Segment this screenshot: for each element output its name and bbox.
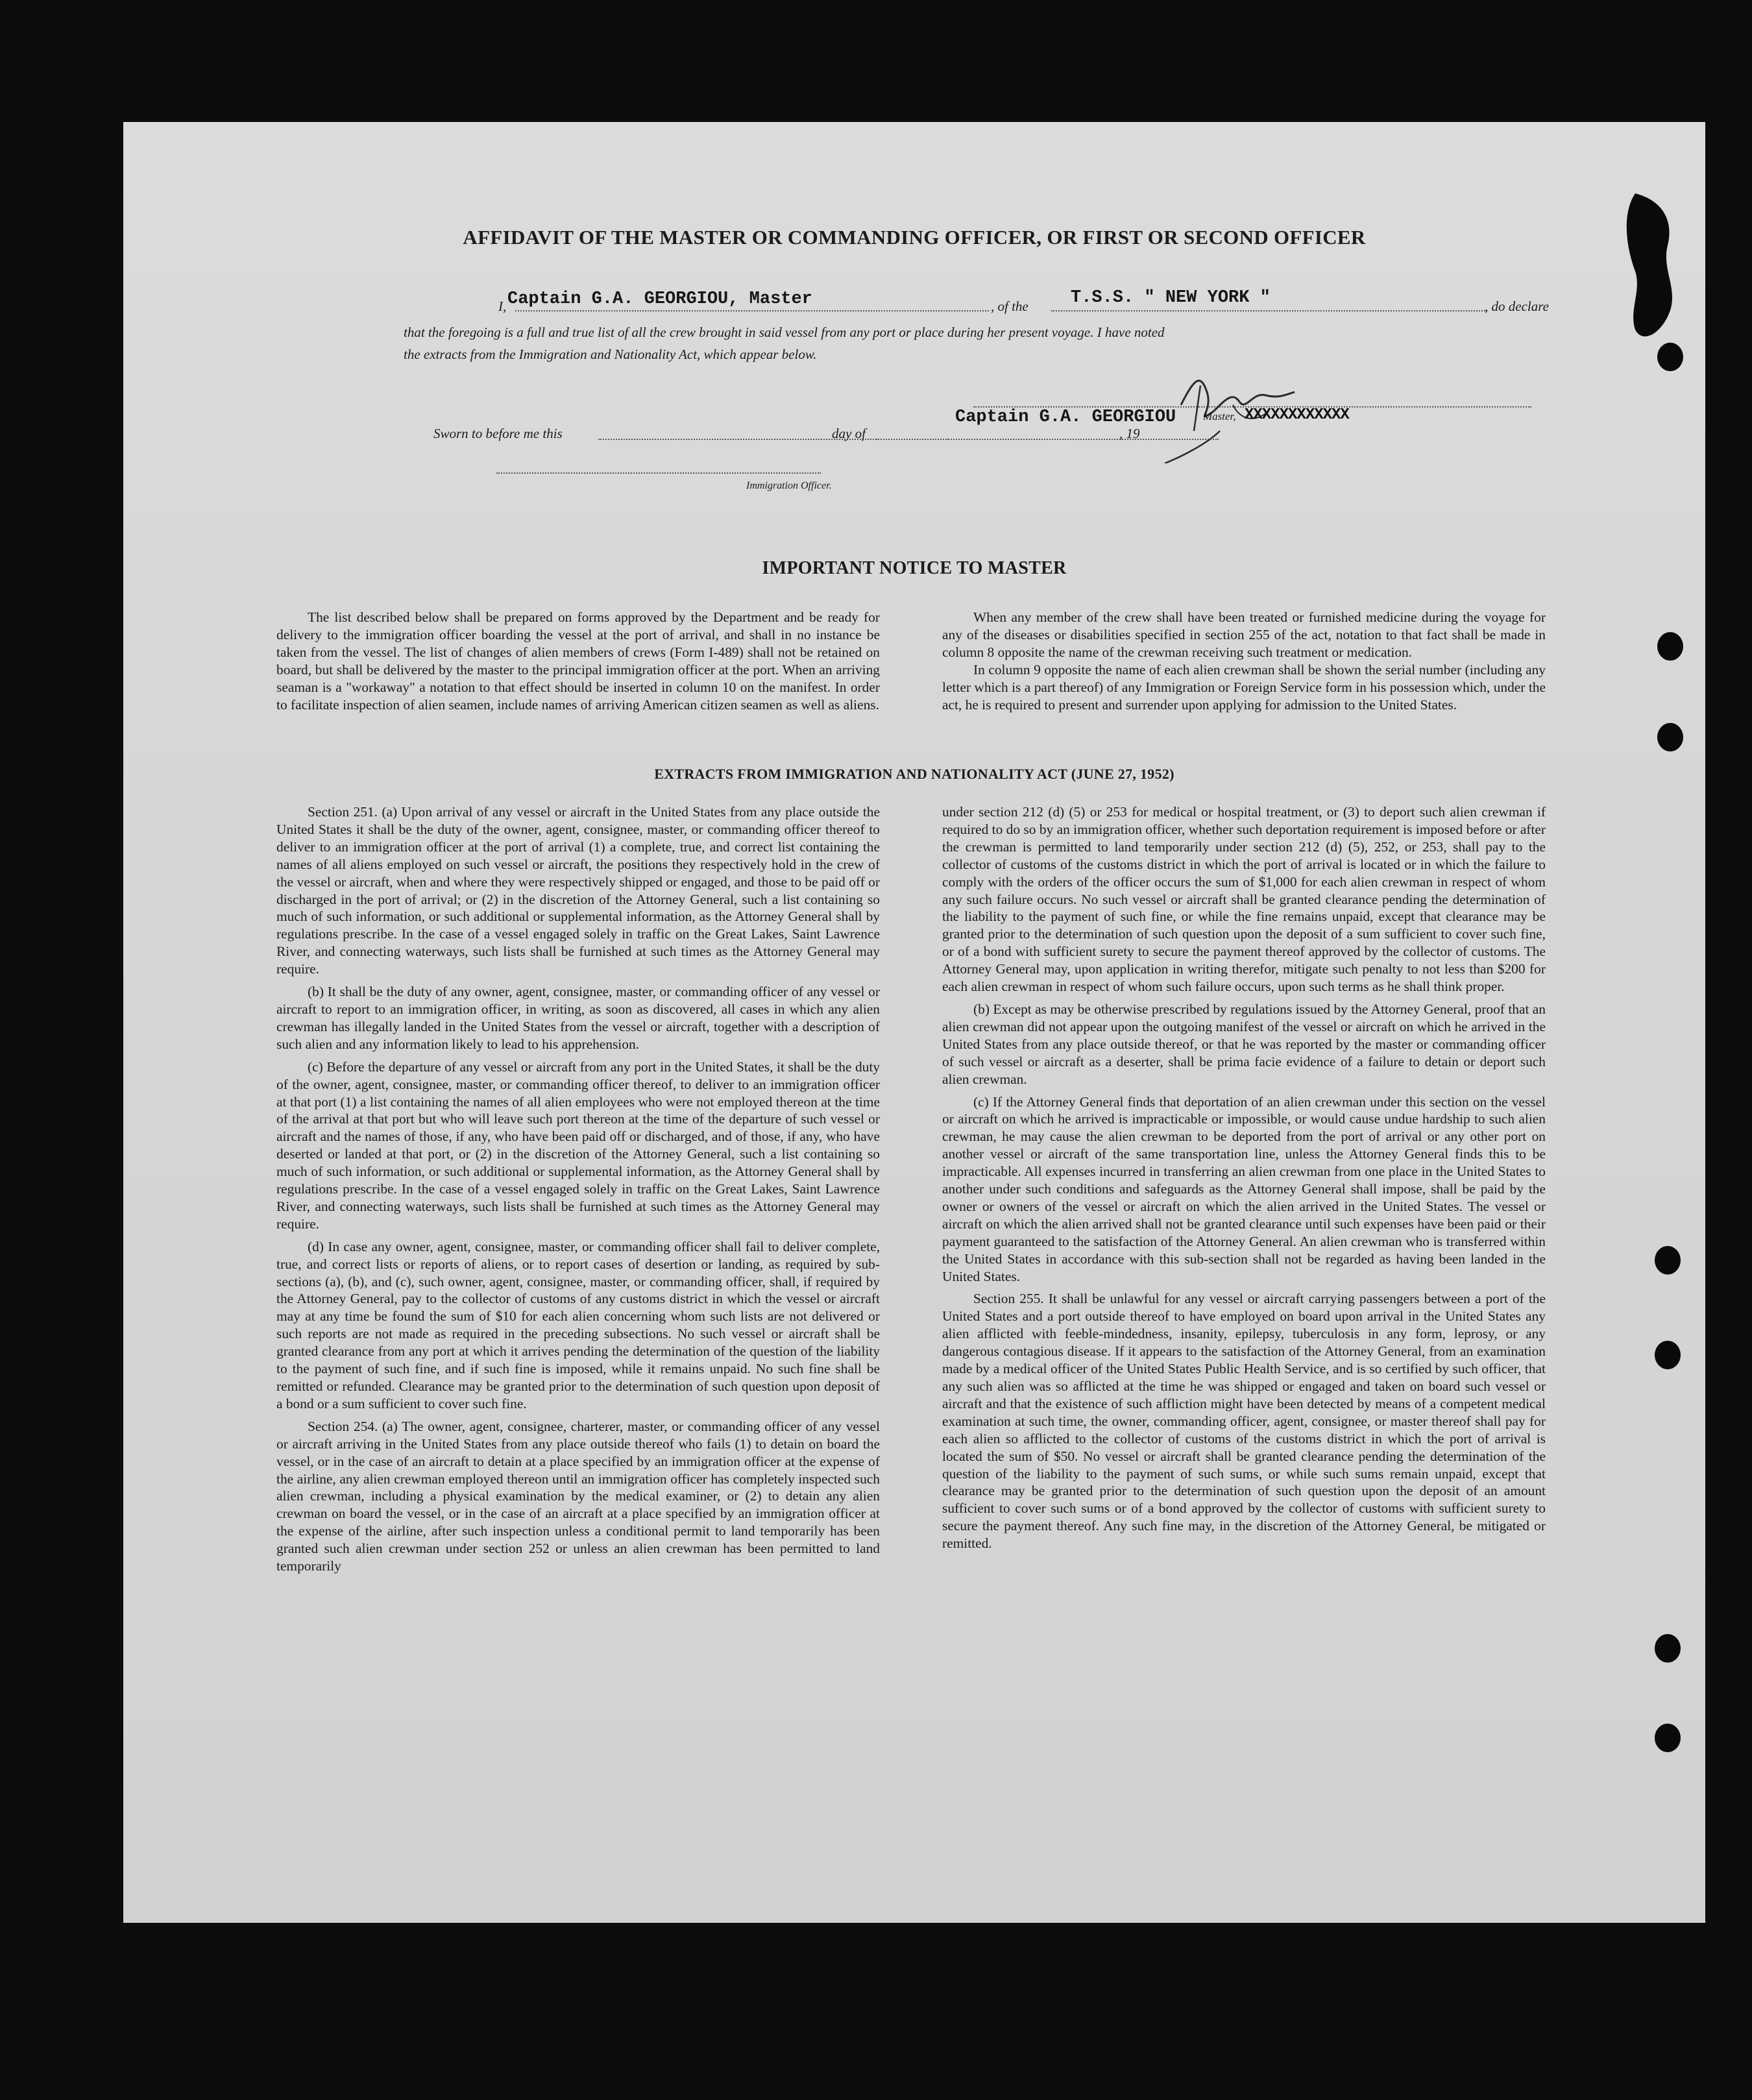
section-254-b: (b) Except as may be otherwise prescribed by regulations issued by the Attorney General, proof that an alien crewman did not appear upon the outgoing manifest of the vessel or aircraft on which he arrived in the United States from any place outside thereof, or that he was reported by the master or commanding officer of such vessel or aircraft as a deserter, shall be prima facie evidence of a failure to detain or deport such alien crewman. — [942, 1001, 1546, 1087]
immigration-officer-label: Immigration Officer. — [746, 480, 832, 491]
statement-line-1: that the foregoing is a full and true list of all the crew brought in said vessel from any port or place during her present voyage. I have noted — [404, 324, 1165, 340]
extracts-right-column — [942, 803, 1546, 1552]
section-251-d: (d) In case any owner, agent, consignee, master, or commanding officer shall fail to deliver complete, true, and correct lists or reports of aliens, or to report cases of desertion or landing, as required by sub-sections (a), (b), and (c), such owner, agent, consignee, master, or commanding officer, shall, if required by the Attorney General, pay to the collector of customs of any customs district in which the vessel or aircraft may at any time be found the sum of $10 for each alien concerning whom such lists are not delivered or such reports are not made as required in the preceding subsections. No such vessel or aircraft shall be granted clearance from any port at which it arrives pending the determination of the question of the liability to the payment of such fine, and if such fine is imposed, while it remains unpaid. No such fine shall be remitted or refunded. Clearance may be granted prior to the determination of such question upon deposit of a bond or a sum sufficient to cover such fine. — [276, 1238, 880, 1411]
punch-hole — [1655, 1246, 1681, 1275]
officer-name-line — [515, 310, 989, 311]
notice-right-paragraph-1: When any member of the crew shall have been treated or furnished medicine during the voyage for any of the diseases or disabilities specified in section 255 of the act, notation to that fact shall be made in column 8 opposite the name of the crewman receiving such treatment or medication. — [942, 609, 1546, 660]
section-251-b: (b) It shall be the duty of any owner, agent, consignee, master, or commanding officer of any vessel or aircraft to report to an immigration officer, in writing, as soon as discovered, all cases in which any alien crewman has illegally landed in the United States from the vessel or aircraft, together with a description of such alien and any information likely to lead to his apprehension. — [276, 984, 880, 1052]
section-251-a: Section 251. (a) Upon arrival of any vessel or aircraft in the United States from any place outside the United States it shall be the duty of the owner, agent, consignee, master, or commanding officer thereof to deliver to an immigration officer at the port of arrival (1) a complete, true, and correct list containing the names of all aliens employed on such vessel or aircraft, the positions they respectively hold in the crew of the vessel or aircraft, when and where they were respectively shipped or engaged, and those to be paid off or discharged in the port of arrival; or (2) in the discretion of the Attorney General, such a list containing so much of such information, or such additional or supplemental information, as the Attorney General shall by regulations prescribe. In the case of a vessel engaged solely in traffic on the Great Lakes, Saint Lawrence River, and connecting waterways, such lists shall be furnished at such times as the Attorney General may require. — [276, 804, 880, 977]
immigration-officer-line — [496, 472, 821, 474]
punch-hole — [1657, 723, 1683, 751]
notice-title: IMPORTANT NOTICE TO MASTER — [762, 558, 1067, 578]
vessel-name-line — [1051, 310, 1487, 311]
vessel-name: T.S.S. " NEW YORK " — [1071, 288, 1271, 308]
master-label: Master, — [1203, 410, 1236, 422]
of-the-label: , of the — [991, 299, 1028, 314]
section-254-a-cont: under section 212 (d) (5) or 253 for medical or hospital treatment, or (3) to deport such alien crewman if required to do so by an immigration officer, whether such deportation requirement is imposed before or after the crewman is permitted to land temporarily under section 212 (d) (5), 252, or 253, shall pay to the collector of customs of the customs district in which the port of arrival is located or in which the failure to comply with the orders of the officer occurs the sum of $1,000 for each alien crewman in respect of whom any such failure occurs. No such vessel or aircraft shall be granted clearance pending the determination of the liability to the payment of such fine, or while the fine remains unpaid, except that clearance may be granted prior to the determination of such question upon the deposit of a sum sufficient to cover such fine, or of a bond with sufficient surety to secure the payment thereof approved by the collector of customs. The Attorney General may, upon application in writing therefor, mitigate such penalty to not less than $200 for each alien crewman in respect of whom such failure occurs, upon such terms as he shall think proper. — [942, 804, 1546, 995]
year-label: , 19 — [1119, 426, 1140, 441]
struck-title: XXXXXXXXXXXX — [1245, 406, 1349, 424]
extracts-left-column — [276, 803, 880, 1575]
affidavit-title: AFFIDAVIT OF THE MASTER OR COMMANDING OFFICER, OR FIRST OR SECOND OFFICER — [463, 226, 1366, 249]
punch-hole — [1655, 1724, 1681, 1752]
punch-hole — [1655, 1341, 1681, 1369]
sworn-label: Sworn to before me this — [433, 426, 563, 441]
section-255: Section 255. It shall be unlawful for any vessel or aircraft carrying passengers between a port of the United States and a port outside thereof to have employed on board upon arrival in the United States any alien afflicted with feeble-mindedness, insanity, epilepsy, tuberculosis in any form, leprosy, or any dangerous contagious disease. If it appears to the satisfaction of the Attorney General, from an examination made by a medical officer of the United States Public Health Service, and is so certified by such officer, that any such alien was so afflicted at the time he was shipped or engaged and taken on board such vessel or aircraft and that the existence of such affliction might have been detected by means of a competent medical examination at such time, the owner, commanding officer, agent, consignee, or master thereof shall pay for each alien so afflicted to the collector of customs of the customs district in which the port of arrival is located the sum of $50. No vessel or aircraft shall be granted clearance pending the determination of the question of the liability to the payment of such sums, or while such sums remain unpaid, except that clearance may be granted prior to the determination of such question upon the deposit of an amount sufficient to cover such sums or of a bond approved by the collector of customs with sufficient surety to secure the payment thereof. Any such fine may, in the discretion of the Attorney General, be mitigated or remitted. — [942, 1291, 1546, 1552]
notice-left-paragraph: The list described below shall be prepared on forms approved by the Department and be ready for delivery to the immigration officer boarding the vessel at the port of arrival, and shall in no instance be taken from the vessel. The list of changes of alien members of crews (Form I-489) shall not be retained on board, but shall be delivered by the master to the principal immigration officer at the port. When an arriving seaman is a "workaway" a notation to that effect should be inserted in column 10 on the manifest. In order to facilitate inspection of alien seamen, include names of arriving American citizen seamen as well as aliens. — [276, 609, 880, 713]
do-declare-label: , do declare — [1485, 299, 1549, 314]
punch-hole — [1657, 343, 1683, 371]
month-line — [876, 439, 1219, 440]
section-254-c: (c) If the Attorney General finds that deportation of an alien crewman under this section on the vessel or aircraft on which he arrived is impracticable or impossible, or would cause undue hardship to such alien crewman, he may cause the alien crewman to be deported from the port of arrival or any other port on another vessel or aircraft of the same transportation line, unless the Attorney General finds this to be impracticable. All expenses incurred in transferring an alien crewman from one place in the United States to another under such conditions and safeguards as the Attorney General shall impose, shall be paid by the owner or owners of the vessel or aircraft on which the alien arrived in the United States. The vessel or aircraft on which the alien arrived shall not be granted clearance until such expenses have been paid or their payment guaranteed to the satisfaction of the Attorney General. An alien crewman who is transferred within the United States in accordance with this sub-section shall not be regarded as having been landed in the United States. — [942, 1093, 1546, 1284]
signer-typed-name: Captain G.A. GEORGIOU — [955, 408, 1176, 427]
punch-hole — [1655, 1634, 1681, 1663]
notice-right-paragraph-2: In column 9 opposite the name of each alien crewman shall be shown the serial number (including any letter which is a part thereof) of any Immigration or Foreign Service form in his possession which, under the act, he is required to present and surrender upon applying for admission to the United States. — [942, 661, 1546, 713]
statement-line-2: the extracts from the Immigration and Nationality Act, which appear below. — [404, 347, 817, 362]
section-254-a: Section 254. (a) The owner, agent, consignee, charterer, master, or commanding officer of any vessel or aircraft arriving in the United States from any place outside thereof who fails (1) to detain on board the vessel, or in the case of an aircraft to detain at a place specified by an immigration officer at the expense of the airline, any alien crewman employed thereon until an immigration officer has completely inspected such alien crewman, including a physical examination by the medical examiner, or (2) to detain any alien crewman on board the vessel, or in the case of an aircraft at a place specified by an immigration officer at the expense of the airline, after such inspection unless a conditional permit to land temporarily has been granted such alien crewman under section 252 or unless an alien crewman has been permitted to land temporarily — [276, 1418, 880, 1574]
i-label: I, — [498, 299, 507, 314]
document-page — [123, 122, 1705, 1923]
day-of-label: day of — [832, 426, 866, 441]
section-251-c: (c) Before the departure of any vessel or aircraft from any port in the United States, it shall be the duty of the owner, agent, consignee, master, or commanding officer thereof, to deliver to an immigration officer at that port (1) a list containing the names of all alien employees who were not employed thereon at the time of the arrival at that port but who will leave such port thereon at the time of the departure of such vessel or aircraft and the names of those, if any, who have been paid off or discharged, and of those, if any, who have deserted or landed at that port, or (2) in the discretion of the Attorney General, such a list containing so much of such information, or such additional or supplemental information, as the Attorney General shall by regulations prescribe. In the case of a vessel engaged solely in traffic on the Great Lakes, Saint Lawrence River, and connecting waterways, such lists shall be furnished at such times as the Attorney General may require. — [276, 1058, 880, 1232]
notice-right-column — [942, 609, 1546, 713]
extracts-title: EXTRACTS FROM IMMIGRATION AND NATIONALITY ACT (JUNE 27, 1952) — [654, 766, 1174, 782]
punch-hole — [1657, 632, 1683, 661]
officer-name: Captain G.A. GEORGIOU, Master — [507, 289, 812, 309]
torn-edge — [1622, 193, 1694, 343]
